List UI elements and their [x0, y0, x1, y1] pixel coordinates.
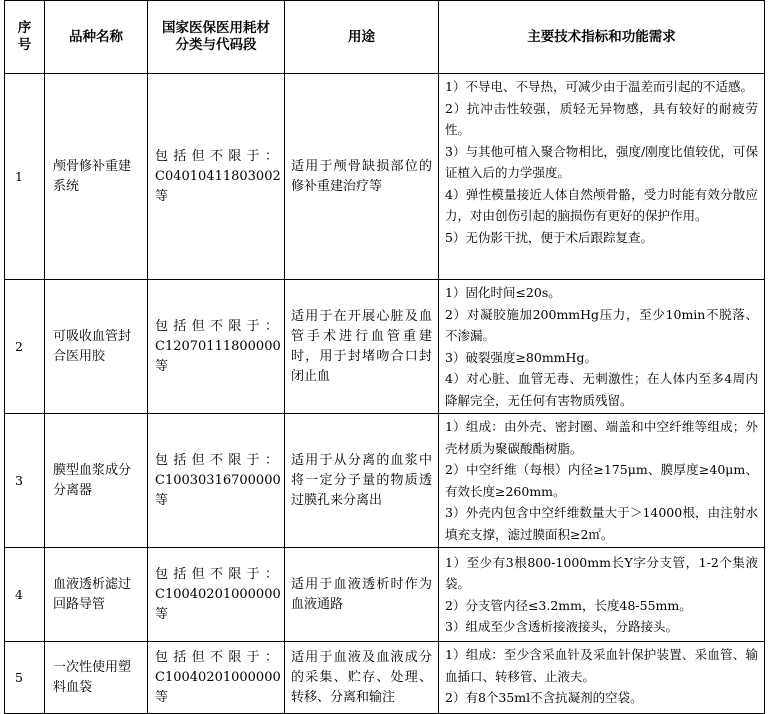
row-code [148, 548, 285, 642]
consumables-table [4, 0, 765, 714]
code-prefix: 包括但不限于： [155, 566, 278, 582]
code-prefix: 包括但不限于： [155, 318, 278, 334]
header-row [5, 1, 765, 74]
row-spec [439, 548, 765, 642]
code-suffix: 等 [155, 188, 169, 204]
code-value: C10040201000000 [155, 586, 281, 602]
code-value: C12070111800000 [155, 338, 281, 354]
row-seq: 2 [5, 280, 45, 414]
header-use: 用途 [285, 1, 439, 74]
table-row [5, 74, 765, 280]
spec-item: 1）不导电、不导热，可减少由于温差而引起的不适感。 [445, 79, 753, 94]
spec-item: 1）组成：至少含采血针及采血针保护装置、采血管、输血插口、转移管、止液夫。 [445, 647, 758, 684]
row-spec [439, 280, 765, 414]
row-code [148, 414, 285, 548]
spec-item: 4）对心脏、血管无毒、无刺激性；在人体内至多4周内降解完全，无任何有害物质残留。 [445, 371, 758, 408]
row-name: 血液透析滤过回路导管 [45, 548, 148, 642]
code-prefix: 包括但不限于： [155, 452, 278, 468]
row-name: 一次性使用塑料血袋 [45, 642, 148, 714]
spec-item: 3）破裂强度≥80mmHg。 [445, 349, 597, 365]
row-name: 膜型血浆成分分离器 [45, 414, 148, 548]
header-seq: 序号 [5, 1, 45, 74]
spec-item: 1）至少有3根800-1000mm长Y字分支管，1-2个集液袋。 [445, 554, 758, 591]
spec-item: 3）外壳内包含中空纤维数量大于＞14000根，由注射水填充支撑，滤过膜面积≥2㎡。 [445, 505, 758, 542]
row-code [148, 280, 285, 414]
table-row [5, 642, 765, 714]
row-code [148, 642, 285, 714]
code-suffix: 等 [155, 358, 169, 374]
spec-item: 3）组成至少含透析接液接头，分路接头。 [445, 619, 678, 634]
code-suffix: 等 [155, 689, 169, 705]
spec-item: 4）弹性模量接近人体自然颅骨骼，受力时能有效分散应力，对由创伤引起的脑损伤有更好的保护作用。 [445, 186, 758, 223]
header-name: 品种名称 [45, 1, 148, 74]
code-prefix: 包括但不限于： [155, 148, 278, 164]
spec-item: 5）无伪影干扰，便于术后跟踪复查。 [445, 229, 653, 245]
row-use: 适用于血液透析时作为血液通路 [285, 548, 439, 642]
spec-item: 2）有8个35ml不含抗凝剂的空袋。 [445, 690, 643, 705]
spec-item: 2）中空纤维（每根）内径≥175μm、膜厚度≥40μm、有效长度≥260mm。 [445, 462, 758, 499]
spec-item: 1）组成：由外壳、密封圈、端盖和中空纤维等组成；外壳材质为聚碳酸酯树脂。 [445, 419, 758, 456]
spec-item: 2）对凝胶施加200mmHg压力，至少10min不脱落、不渗漏。 [445, 306, 758, 343]
spec-item: 2）抗冲击性较强，质轻无异物感，具有较好的耐疲劳性。 [445, 100, 758, 137]
row-spec [439, 414, 765, 548]
header-spec: 主要技术指标和功能需求 [439, 1, 765, 74]
table-row [5, 280, 765, 414]
row-name: 颅骨修补重建系统 [45, 74, 148, 280]
code-suffix: 等 [155, 492, 169, 508]
row-use: 适用于颅骨缺损部位的修补重建治疗等 [285, 74, 439, 280]
table-row [5, 414, 765, 548]
code-prefix: 包括但不限于： [155, 649, 278, 665]
row-seq: 5 [5, 642, 45, 714]
code-value: C04010411803002 [155, 168, 281, 184]
row-spec [439, 642, 765, 714]
row-seq: 1 [5, 74, 45, 280]
row-seq: 3 [5, 414, 45, 548]
table-row [5, 548, 765, 642]
spec-item: 1）固化时间≤20s。 [445, 285, 561, 300]
code-value: C10030316700000 [155, 472, 281, 488]
code-suffix: 等 [155, 606, 169, 622]
row-code [148, 74, 285, 280]
row-seq: 4 [5, 548, 45, 642]
row-name: 可吸收血管封合医用胶 [45, 280, 148, 414]
header-code: 国家医保医用耗材分类与代码段 [148, 1, 285, 74]
row-spec [439, 74, 765, 280]
spec-item: 3）与其他可植入聚合物相比，强度/刚度比值较优，可保证植入后的力学强度。 [445, 143, 758, 180]
spec-item: 2）分支管内径≤3.2mm，长度48-55mm。 [445, 597, 692, 613]
row-use: 适用于血液及血液成分的采集、贮存、处理、转移、分离和输注 [285, 642, 439, 714]
row-use: 适用于在开展心脏及血管手术进行血管重建时，用于封堵吻合口封闭止血 [285, 280, 439, 414]
row-use: 适用于从分离的血浆中将一定分子量的物质透过膜孔来分离出 [285, 414, 439, 548]
code-value: C10040201000000 [155, 669, 281, 685]
